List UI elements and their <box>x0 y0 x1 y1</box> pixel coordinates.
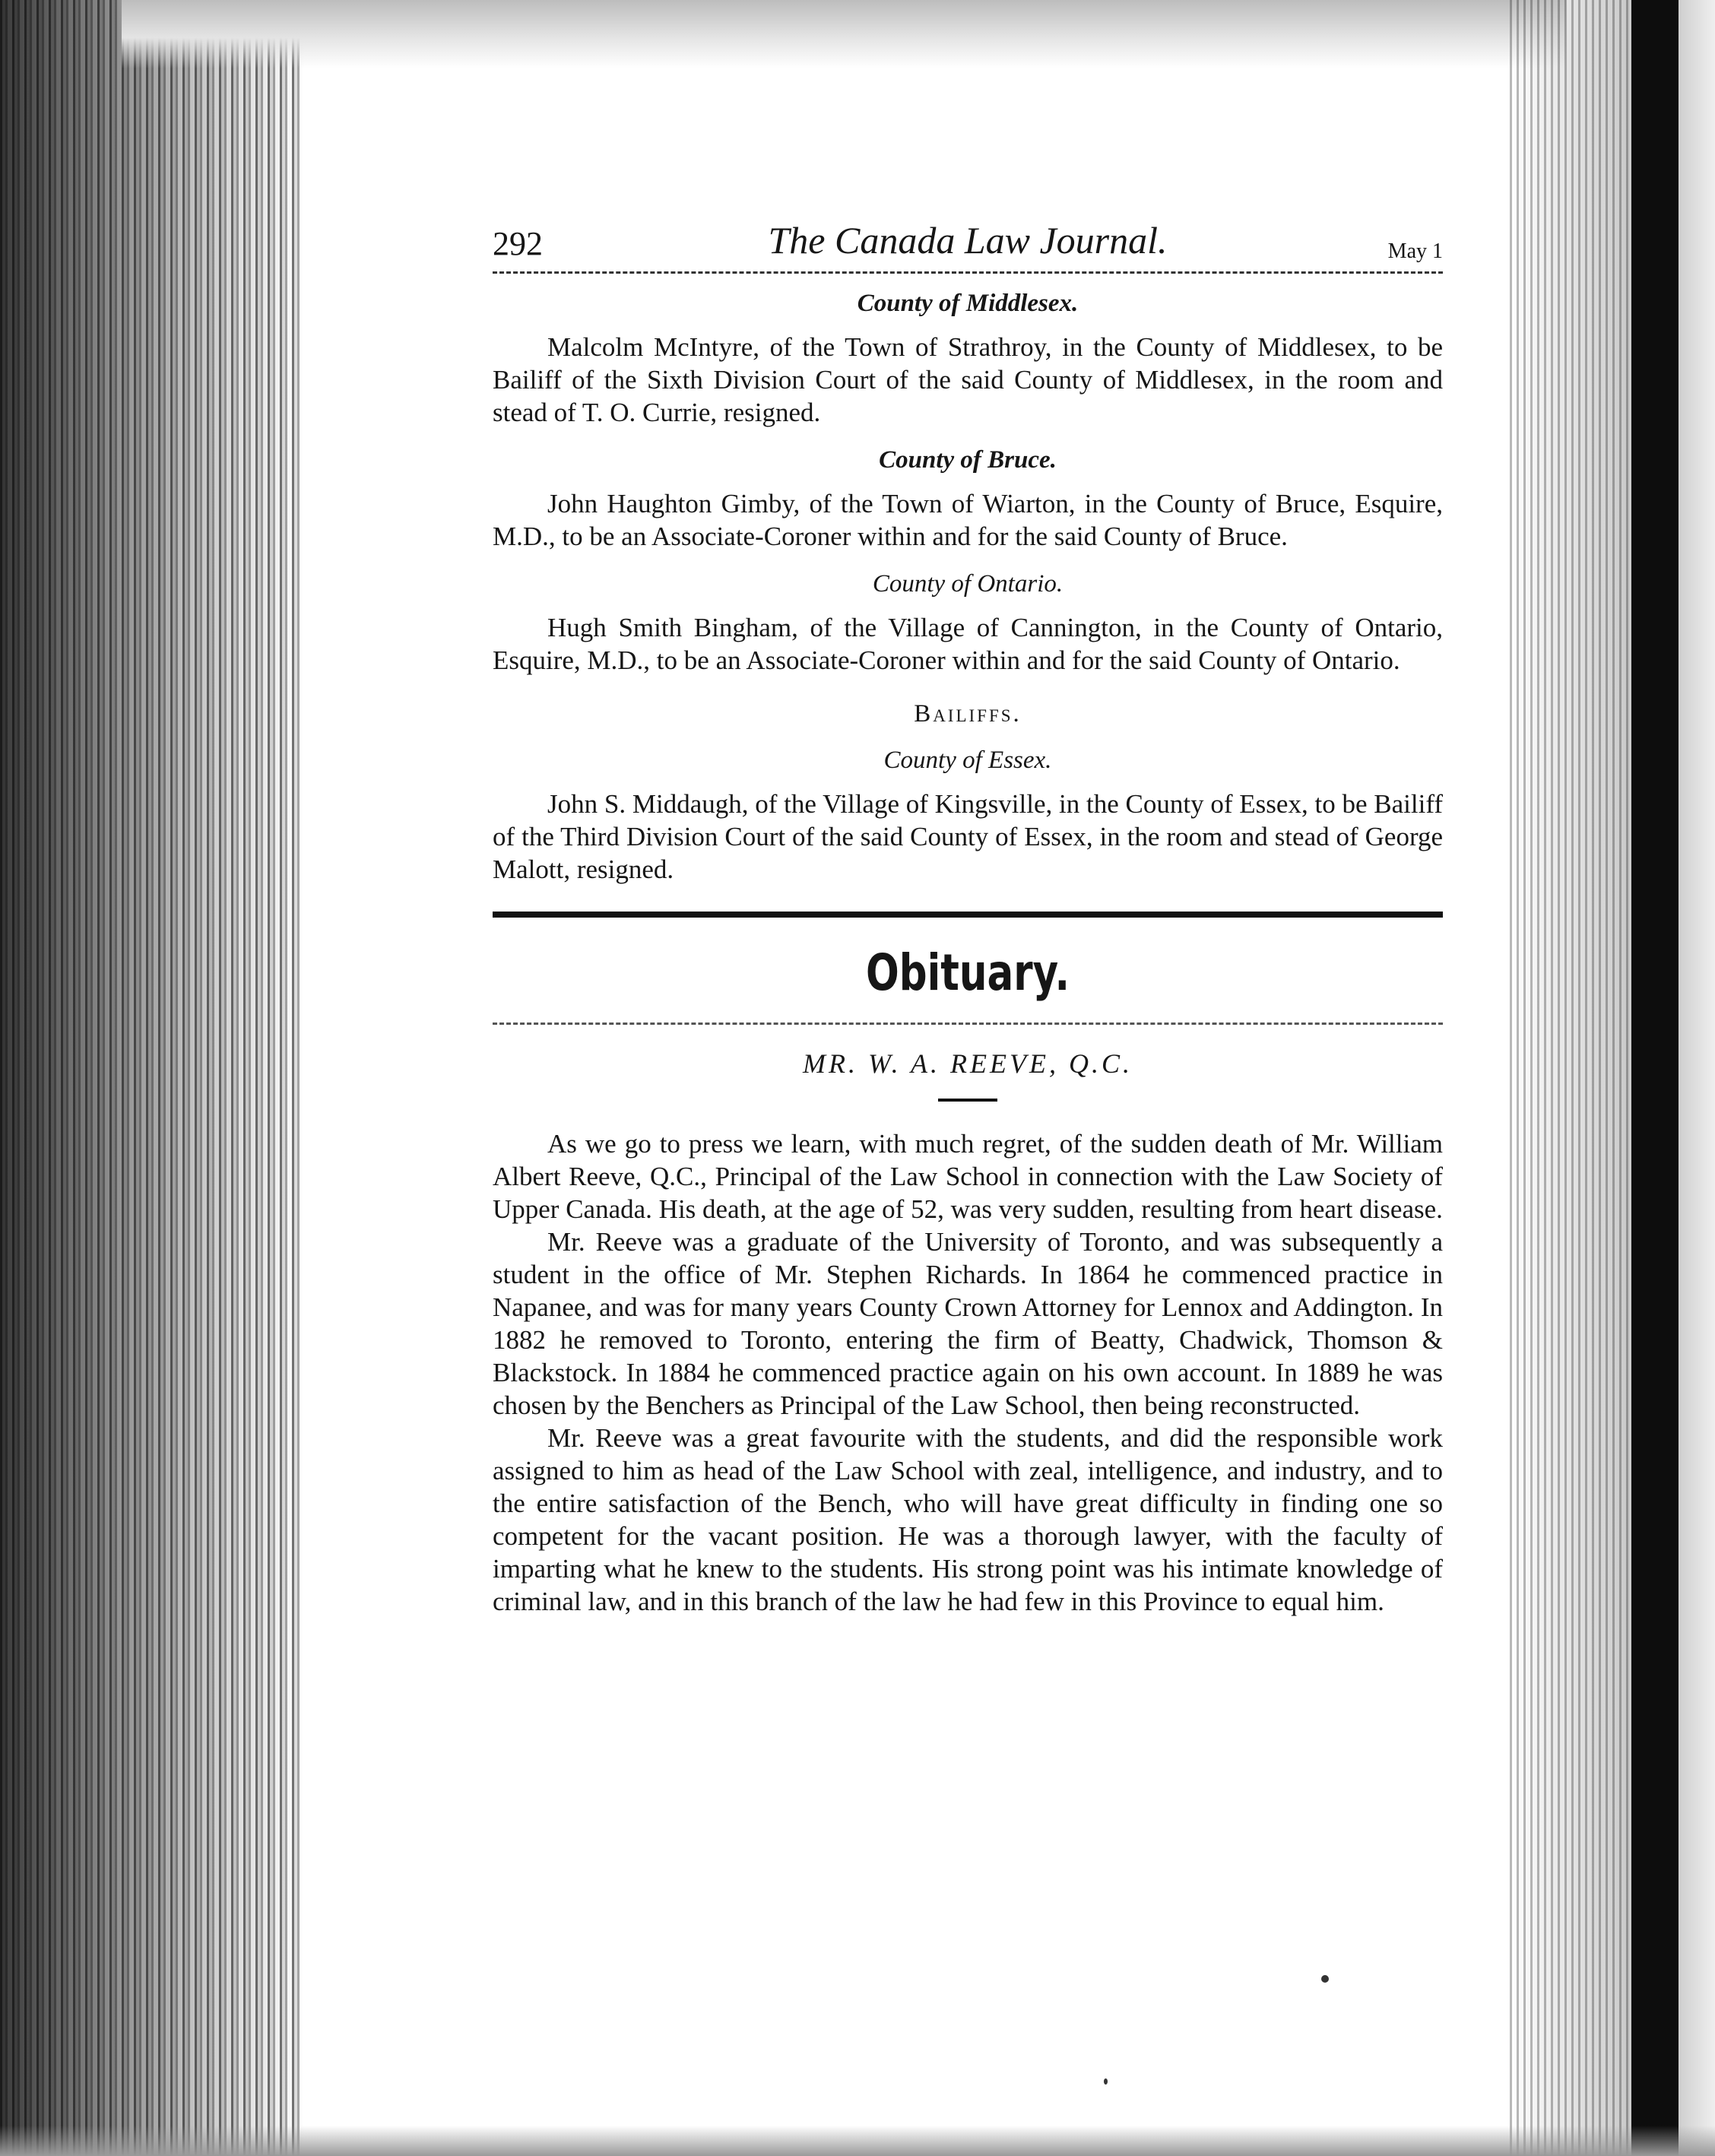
journal-title: The Canada Law Journal. <box>768 219 1168 262</box>
obituary-section <box>493 945 1443 1618</box>
appointment-text: Hugh Smith Bingham, of the Village of Cannington, in the County of Ontario, Esquire, M.D., to be an Associate-Coroner within and for the said County of Ontario. <box>493 613 1443 675</box>
county-heading: County of Essex. <box>883 747 1052 774</box>
scan-edge-right-fade <box>1510 0 1631 2156</box>
scan-speck <box>1104 2078 1108 2085</box>
obituary-paragraph: Mr. Reeve was a graduate of the University of Toronto, and was subsequently a student in the office of Mr. Stephen Richards. In 1864 he commenced practice in Napanee, and was for many years County Crown Attorney for Lennox and Addington. In 1882 he removed to Toronto, entering the firm of Beatty, Chadwick, Thomson & Blackstock. In 1884 he commenced practice again on his own account. In 1889 he was chosen by the Benchers as Principal of the Law School, then being reconstructed. <box>493 1227 1443 1420</box>
scan-edge-top <box>122 0 1566 68</box>
appointment-text: John S. Middaugh, of the Village of Kingsville, in the County of Essex, to be Bailiff of the Third Division Court of the said County of Essex, in the room and stead of George Malott, resigned. <box>493 789 1443 884</box>
obituary-subtitle: MR. W. A. REEVE, Q.C. <box>803 1048 1133 1079</box>
obituary-paragraph: As we go to press we learn, with much regret, of the sudden death of Mr. William Albert Reeve, Q.C., Principal of the Law School in connection with the Law Society of Upper Canada. His death, at the age of 52, was very sudden, resulting from heart disease. <box>493 1129 1443 1224</box>
running-head <box>493 219 1443 274</box>
page-number: 292 <box>493 225 543 262</box>
obituary-paragraph: Mr. Reeve was a great favourite with the students, and did the responsible work assigned to him as head of the Law School with zeal, intelligence, and industry, and to the entire satisfaction of the Bench, who will have great difficulty in finding one so competent for the vacant position. He was a thorough lawyer, with the faculty of imparting what he knew to the students. His strong point was his intimate knowledge of criminal law, and in this branch of the law he had few in this Province to equal him. <box>493 1423 1443 1616</box>
county-heading: County of Bruce. <box>879 446 1057 474</box>
appointment-text: Malcolm McIntyre, of the Town of Strathroy, in the County of Middlesex, to be Bailiff of the Sixth Division Court of the said County of Middlesex, in the room and stead of T. O. Currie, resigned. <box>493 332 1443 427</box>
section-divider <box>493 912 1443 918</box>
issue-date: May 1 <box>1387 239 1443 263</box>
scan-edge-bottom <box>0 2126 1715 2156</box>
appointment-text: John Haughton Gimby, of the Town of Wiarton, in the County of Bruce, Esquire, M.D., to be an Associate-Coroner within and for the said County of Bruce. <box>493 489 1443 551</box>
scan-speck <box>1321 1975 1329 1983</box>
scan-edge-right-binding <box>1631 0 1679 2156</box>
county-heading: County of Middlesex. <box>857 290 1079 317</box>
appointment-ontario <box>493 568 1443 677</box>
appointment-middlesex <box>493 287 1443 429</box>
county-heading: County of Ontario. <box>872 570 1064 598</box>
scan-edge-left <box>0 0 304 2156</box>
scan-edge-right-outer <box>1679 0 1715 2156</box>
journal-page <box>493 219 1443 1618</box>
section-heading: Bailiffs. <box>914 700 1022 728</box>
obituary-title: Obituary. <box>865 943 1070 1002</box>
bailiffs-section <box>493 698 1443 886</box>
dashed-rule <box>493 1023 1443 1025</box>
short-rule <box>938 1099 997 1102</box>
appointment-bruce <box>493 444 1443 553</box>
